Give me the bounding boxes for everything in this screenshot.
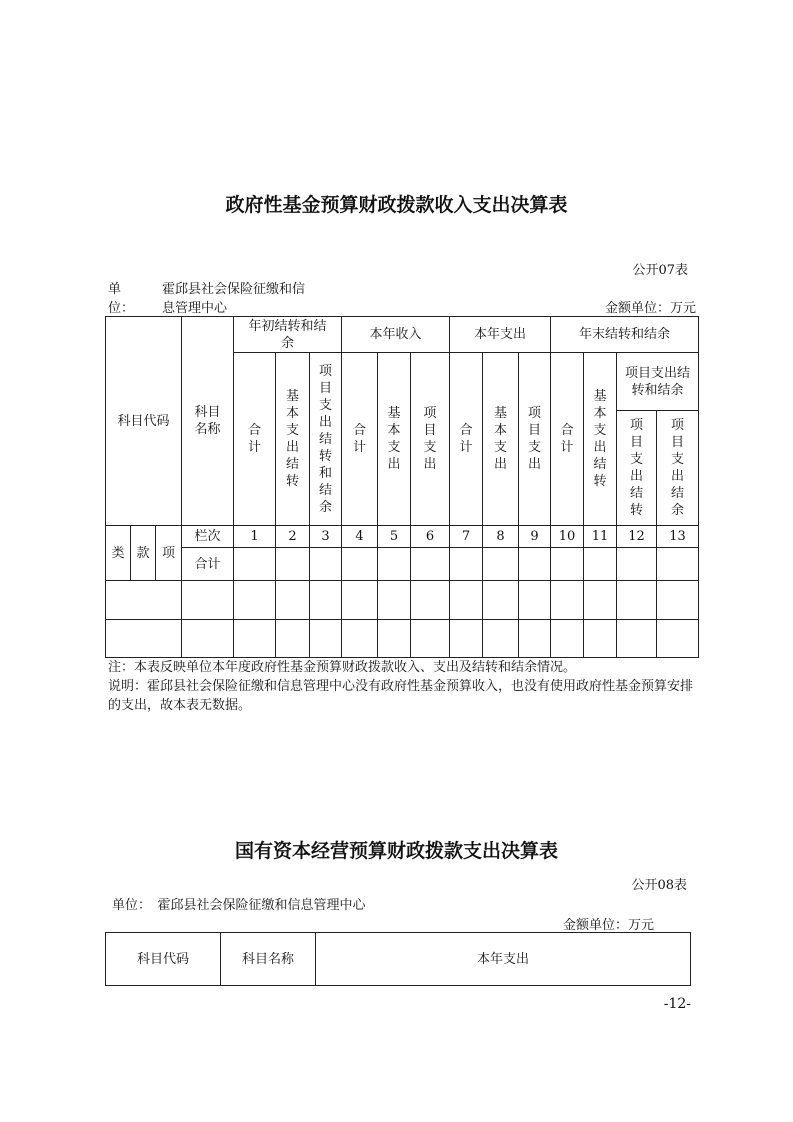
header-closing-balance: 年末结转和结余	[551, 317, 699, 353]
unit-name: 霍邱县社会保险征缴和信	[162, 282, 306, 297]
empty-cell	[234, 548, 276, 581]
empty-cell	[450, 620, 483, 658]
empty-cell	[584, 548, 617, 581]
total-label: 合计	[182, 548, 234, 581]
header-current-expense: 本年支出	[316, 933, 691, 986]
header-total: 合计	[342, 353, 378, 526]
empty-cell	[106, 581, 182, 620]
column-number: 10	[551, 526, 584, 548]
table08	[105, 932, 691, 986]
header-subject-name: 科目名称	[221, 933, 316, 986]
empty-cell	[276, 548, 310, 581]
empty-cell	[617, 548, 657, 581]
header-project-carry-balance: 项目支出结转和结余	[310, 353, 342, 526]
empty-cell	[342, 581, 378, 620]
empty-cell	[234, 581, 276, 620]
unit-label: 单	[108, 282, 122, 297]
table08-amount-unit: 金额单位：万元	[562, 918, 654, 933]
empty-cell	[519, 548, 551, 581]
header-project-exp: 项目支出	[519, 353, 551, 526]
empty-cell	[657, 581, 699, 620]
empty-cell	[342, 548, 378, 581]
empty-cell	[551, 548, 584, 581]
header-lei: 类	[106, 526, 131, 581]
table07-title: 政府性基金预算财政拨款收入支出决算表	[225, 194, 568, 216]
column-number: 3	[310, 526, 342, 548]
header-opening-balance: 年初结转和结余	[234, 317, 342, 353]
empty-cell	[657, 548, 699, 581]
empty-cell	[551, 581, 584, 620]
header-project-carry: 项目支出结转	[617, 411, 657, 526]
header-project-balance: 项目支出结余	[657, 411, 699, 526]
header-basic-exp: 基本支出	[483, 353, 519, 526]
empty-cell	[182, 581, 234, 620]
page-number: -12-	[663, 996, 691, 1012]
column-number: 6	[411, 526, 450, 548]
empty-cell	[378, 620, 411, 658]
empty-cell	[276, 620, 310, 658]
empty-cell	[617, 581, 657, 620]
empty-cell	[519, 620, 551, 658]
column-number: 12	[617, 526, 657, 548]
empty-cell	[276, 581, 310, 620]
column-number: 5	[378, 526, 411, 548]
column-number: 13	[657, 526, 699, 548]
header-subject-code: 科目代码	[106, 933, 221, 986]
empty-cell	[182, 620, 234, 658]
empty-cell	[411, 620, 450, 658]
header-basic-exp: 基本支出	[378, 353, 411, 526]
header-project-exp: 项目支出	[411, 353, 450, 526]
header-xiang: 项	[156, 526, 182, 581]
empty-cell	[411, 548, 450, 581]
table07-note: 注：本表反映单位本年度政府性基金预算财政拨款收入、支出及结转和结余情况。	[108, 660, 577, 675]
empty-cell	[342, 620, 378, 658]
header-total: 合计	[450, 353, 483, 526]
table08-title: 国有资本经营预算财政拨款支出决算表	[234, 840, 558, 862]
amount-unit: 金额单位：万元	[604, 301, 696, 316]
empty-cell	[519, 581, 551, 620]
column-number: 2	[276, 526, 310, 548]
empty-cell	[411, 581, 450, 620]
empty-cell	[483, 581, 519, 620]
table07	[105, 316, 699, 658]
column-number: 4	[342, 526, 378, 548]
column-number: 8	[483, 526, 519, 548]
total-row	[106, 548, 699, 581]
unit-name: 息管理中心	[162, 301, 228, 316]
empty-cell	[584, 620, 617, 658]
header-lanci: 栏次	[182, 526, 234, 548]
header-project-carry-balance: 项目支出结转和结余	[617, 353, 699, 411]
empty-cell	[551, 620, 584, 658]
header-total: 合计	[234, 353, 276, 526]
empty-cell	[483, 548, 519, 581]
empty-cell	[310, 620, 342, 658]
header-income: 本年收入	[342, 317, 450, 353]
column-number: 9	[519, 526, 551, 548]
column-number: 7	[450, 526, 483, 548]
table07-code: 公开07表	[632, 263, 688, 278]
empty-cell	[234, 620, 276, 658]
header-total: 合计	[551, 353, 584, 526]
empty-cell	[310, 581, 342, 620]
column-number: 1	[234, 526, 276, 548]
header-subject-code: 科目代码	[106, 317, 182, 526]
empty-cell	[450, 548, 483, 581]
unit-label: 位：	[108, 301, 135, 316]
empty-cell	[483, 620, 519, 658]
header-kuan: 款	[131, 526, 156, 581]
table07-explanation: 说明：霍邱县社会保险征缴和信息管理中心没有政府性基金预算收入，也没有使用政府性基金预算安排的支出，故本表无数据。	[108, 679, 694, 713]
table-row	[106, 581, 699, 620]
header-subject-name: 科目名称	[182, 317, 234, 526]
column-number-row	[106, 526, 699, 548]
empty-cell	[378, 581, 411, 620]
table08-code: 公开08表	[631, 878, 687, 893]
empty-cell	[310, 548, 342, 581]
header-basic-carry: 基本支出结转	[584, 353, 617, 526]
empty-cell	[584, 581, 617, 620]
table08-unit: 单位： 霍邱县社会保险征缴和信息管理中心	[112, 898, 366, 913]
column-number: 11	[584, 526, 617, 548]
header-basic-carry: 基本支出结转	[276, 353, 310, 526]
empty-cell	[106, 620, 182, 658]
empty-cell	[378, 548, 411, 581]
table-row	[106, 620, 699, 658]
empty-cell	[657, 620, 699, 658]
header-expense: 本年支出	[450, 317, 551, 353]
empty-cell	[617, 620, 657, 658]
empty-cell	[450, 581, 483, 620]
